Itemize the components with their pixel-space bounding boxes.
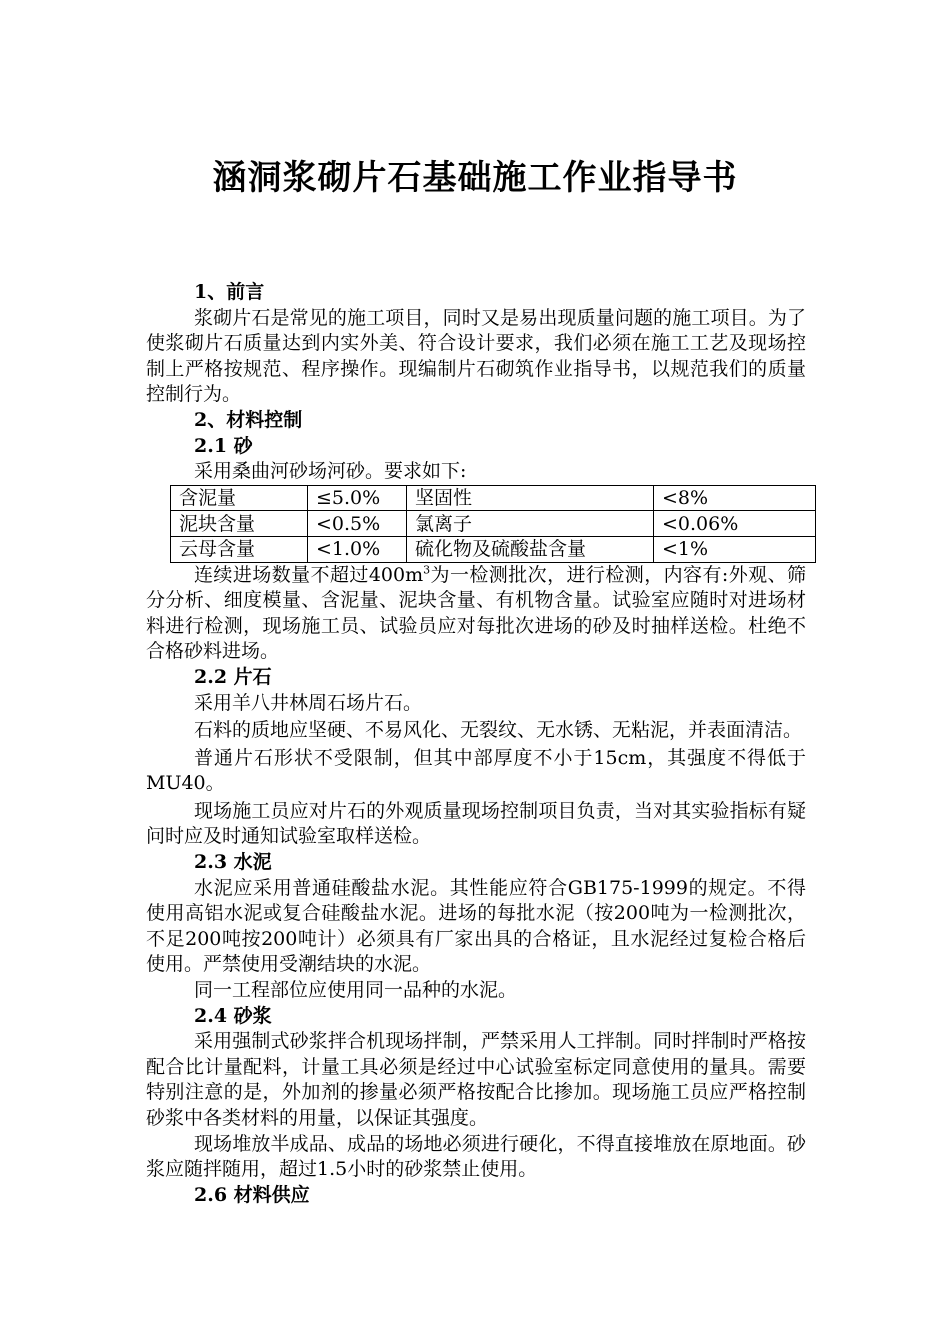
table-row	[171, 511, 816, 537]
table-cell: 云母含量	[171, 536, 308, 562]
document-title: 涵洞浆砌片石基础施工作业指导书	[212, 158, 738, 198]
table-cell: 含泥量	[171, 485, 308, 511]
table-cell: 硫化物及硫酸盐含量	[407, 536, 654, 562]
paragraph: 采用羊八井林周石场片石。	[194, 691, 423, 714]
table-row	[171, 485, 816, 511]
subsection-heading-supply: 2.6 材料供应	[194, 1183, 310, 1206]
table-cell: <1.0%	[308, 536, 407, 562]
table-row	[171, 536, 816, 562]
paragraph: 普通片石形状不受限制，但其中部厚度不小于15cm，其强度不得低于MU40。	[146, 746, 806, 795]
table-cell: <8%	[654, 485, 816, 511]
subsection-heading-cement: 2.3 水泥	[194, 851, 272, 874]
paragraph	[146, 563, 806, 665]
section-heading-preface: 1、前言	[194, 281, 265, 303]
subsection-heading-stone: 2.2 片石	[194, 665, 272, 688]
text-run: 连续进场数量不超过400m	[194, 563, 424, 586]
sand-spec-table	[170, 485, 816, 563]
superscript: 3	[423, 563, 431, 577]
document-body	[146, 280, 806, 1208]
table-cell: <1%	[654, 536, 816, 562]
paragraph: 浆砌片石是常见的施工项目，同时又是易出现质量问题的施工项目。为了使浆砌片石质量达到内实外美、符合设计要求，我们必须在施工工艺及现场控制上严格按规范、程序操作。现编制片石砌筑作业指导书，以规范我们的质量控制行为。	[146, 306, 806, 406]
table-cell: 氯离子	[407, 511, 654, 537]
paragraph: 现场施工员应对片石的外观质量现场控制项目负责，当对其实验指标有疑问时应及时通知试验室取样送检。	[146, 799, 806, 848]
paragraph: 采用桑曲河砂场河砂。要求如下:	[194, 460, 467, 483]
subsection-heading-mortar: 2.4 砂浆	[194, 1004, 272, 1027]
paragraph: 现场堆放半成品、成品的场地必须进行硬化，不得直接堆放在原地面。砂浆应随拌随用，超过1.5小时的砂浆禁止使用。	[146, 1132, 806, 1181]
subsection-heading-sand: 2.1 砂	[194, 434, 253, 457]
table-cell: ≤5.0%	[308, 485, 407, 511]
paragraph: 石料的质地应坚硬、不易风化、无裂纹、无水锈、无粘泥，并表面清洁。	[194, 719, 803, 742]
paragraph: 同一工程部位应使用同一品种的水泥。	[194, 979, 518, 1002]
table-cell: 泥块含量	[171, 511, 308, 537]
table-cell: <0.5%	[308, 511, 407, 537]
table-cell: <0.06%	[654, 511, 816, 537]
paragraph: 采用强制式砂浆拌合机现场拌制，严禁采用人工拌制。同时拌制时严格按配合比计量配料，计量工具必须是经过中心试验室标定同意使用的量具。需要特别注意的是，外加剂的掺量必须严格按配合比掺加。现场施工员应严格控制砂浆中各类材料的用量，以保证其强度。	[146, 1030, 806, 1129]
table-cell: 坚固性	[407, 485, 654, 511]
section-heading-materials: 2、材料控制	[194, 408, 303, 431]
text-run: 为一检测批次，进行检测，内容有:外观、筛分分析、细度模量、含泥量、泥块含量、有机物含量。试验室应随时对进场材料进行检测，现场施工员、试验员应对每批次进场的砂及时抽样送检。杜绝不合格砂料进场。	[146, 563, 806, 663]
paragraph: 水泥应采用普通硅酸盐水泥。其性能应符合GB175-1999的规定。不得使用高铝水泥或复合硅酸盐水泥。进场的每批水泥（按200吨为一检测批次，不足200吨按200吨计）必须具有厂家出具的合格证，且水泥经过复检合格后使用。严禁使用受潮结块的水泥。	[146, 876, 806, 976]
